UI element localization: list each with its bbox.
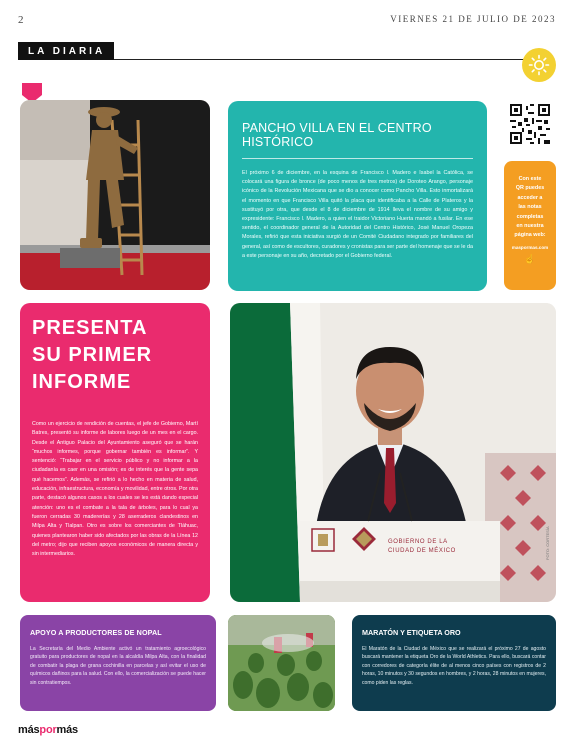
informe-article-body: Como un ejercicio de rendición de cuentas, el jefe de Gobierno, Martí Batres, presentó su informe de labores luego de un mes en el cargo. Desde el Antiguo Palacio del Ayuntamiento aseguró que se harán “muchos informes, porque gobernar también es informar”. Y sentenció: “Trabajar en el servicio público y no informar a la ciudadanía es caer en una omisión; es de interés que la gente sepa qué hacemos”. Además, se refirió a lo hecho en materia de salud, educación, infraestructura, economía y movilidad, entre otros. Por otra parte, destacó algunos casos a los cuales se les está dando especial atención: uno es el combate a la tala de árboles, para lo cual ya fueron cerradas 30 madererías y 28 aserraderos clandestinos en Milpa Alta y Tlalpan. Otro es sobre los comerciantes de Tláhuac, quienes plantearon haber sido afectados por las obras de la Línea 12 del metro; dijo que reciben apoyos económicos de manera directa y sin intermediarios. bbox=[32, 421, 198, 558]
promo-line: acceder a bbox=[517, 194, 543, 201]
promo-url-link[interactable]: maspormas.com bbox=[511, 244, 549, 250]
brand-logo bbox=[18, 724, 78, 736]
podium-text-line: CIUDAD DE MÉXICO bbox=[388, 548, 456, 554]
informe-headline-line: SU PRIMER bbox=[32, 344, 153, 366]
podium-text-line: GOBIERNO DE LA bbox=[388, 539, 448, 545]
villa-article-card bbox=[228, 101, 487, 291]
section-label bbox=[18, 42, 114, 60]
promo-line: en nuestra bbox=[516, 223, 544, 230]
pointer-hand-icon: ☝ bbox=[524, 254, 536, 265]
brand-logo-part: más bbox=[18, 724, 40, 736]
informe-headline bbox=[32, 315, 198, 396]
maraton-article-title: MARATÓN Y ETIQUETA ORO bbox=[362, 628, 461, 637]
villa-title-rule bbox=[242, 158, 473, 159]
mayor-speech-photo bbox=[230, 303, 556, 602]
sun-icon bbox=[522, 48, 556, 82]
issue-date: VIERNES 21 DE JULIO DE 2023 bbox=[390, 14, 556, 24]
header-divider bbox=[114, 59, 524, 60]
promo-line: Con este bbox=[518, 176, 542, 182]
promo-line: completas bbox=[516, 213, 544, 220]
brand-logo-part: más bbox=[56, 724, 78, 736]
informe-headline-line: INFORME bbox=[32, 371, 132, 393]
promo-line: QR puedes bbox=[515, 185, 545, 192]
informe-article-card bbox=[20, 303, 210, 602]
villa-article-title: PANCHO VILLA EN EL CENTRO HISTÓRICO bbox=[242, 121, 432, 149]
qr-code-icon[interactable] bbox=[510, 104, 550, 144]
informe-headline-line: PRESENTA bbox=[32, 317, 148, 339]
nopal-article-body: La Secretaría del Medio Ambiente activó un tratamiento agroecológico gratuito para productores de nopal en la alcaldía Milpa Alta, con la finalidad de combatir la plaga de grana cochinilla en parcelas y así evitar el uso de químicos dañinos para la salud. Con ello, la comercialización se puede hacer sin contratiempos. bbox=[30, 646, 206, 686]
promo-line: página web: bbox=[514, 232, 546, 239]
section-label-text: LA DIARIA bbox=[28, 45, 106, 57]
nopal-field-photo bbox=[228, 615, 335, 711]
promo-line: las notas bbox=[518, 204, 542, 211]
villa-article-body: El próximo 6 de diciembre, en la esquina de Francisco I. Madero e Isabel la Católica, se colocará una figura de bronce (de poco menos de tres metros) de Doroteo Arango, personaje icónico de la Revolución Mexicana que se dio a conocer como Pancho Villa. Esto inmortalizará el momento en que Francisco Villa quitó la placa que identificaba a la Calle de Plateros y la sustituyó por otra, que desde el 8 de diciembre de 1914 lleva el nombre de su amigo y expresidente: Francisco I. Madero, a quien el traidor Victoriano Huerta mandó a fusilar. En ese sentido, el coordinador general de la Autoridad del Centro Histórico, José Manuel Oropeza Morales, refirió que esta iniciativa surgió de un Comité Ciudadano integrado por familiares del general, así como de escultores, curadores y cronistas para ser parte del homenaje que se le da a este personaje en su año, decretado por el Gobierno federal. bbox=[242, 170, 473, 259]
qr-promo-card[interactable] bbox=[504, 161, 556, 290]
maraton-article-card bbox=[352, 615, 556, 711]
maraton-article-body: El Maratón de la Ciudad de México que se realizará el próximo 27 de agosto buscará mantener la etiqueta Oro de la World Athletics. Para ello, buscará contar con corredores de categoría élite de al menos cinco países con registros de 2 horas, 10 minutos y 30 segundos en hombres, y 2 horas, 28 minutos en mujeres, como piden las reglas. bbox=[362, 646, 546, 686]
nopal-article-card bbox=[20, 615, 216, 711]
page-number: 2 bbox=[18, 14, 24, 26]
photo-credit: FOTO: CORTESÍA bbox=[545, 526, 550, 560]
nopal-article-title: APOYO A PRODUCTORES DE NOPAL bbox=[30, 628, 162, 637]
brand-logo-part: por bbox=[39, 724, 57, 736]
villa-statue-photo bbox=[20, 100, 210, 290]
